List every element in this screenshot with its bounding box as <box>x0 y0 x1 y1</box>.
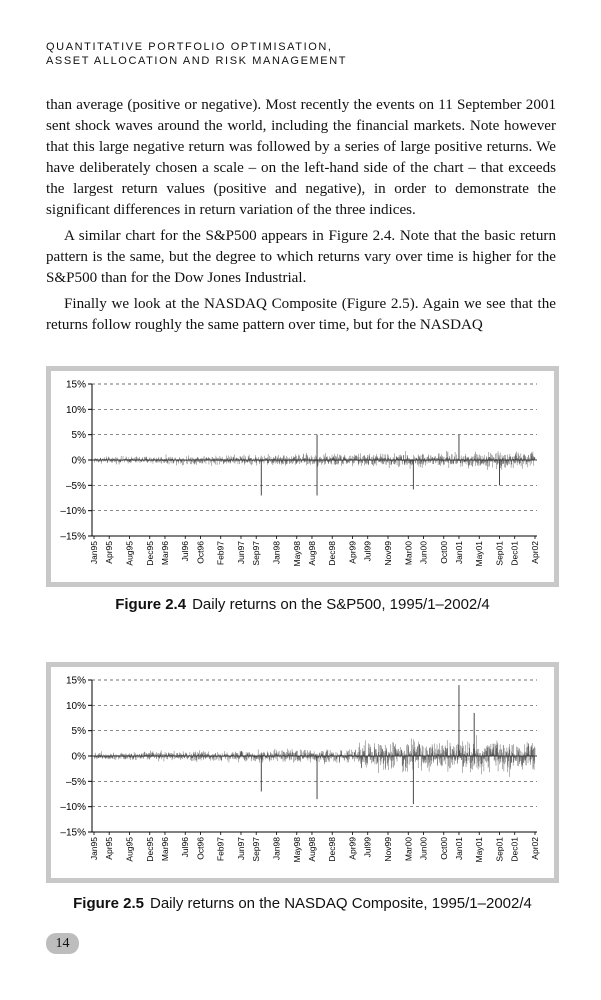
x-tick-label: Dec98 <box>327 837 338 862</box>
x-tick-label: Apr95 <box>104 541 115 564</box>
x-tick-label: Apr99 <box>347 541 358 564</box>
x-tick-label: May98 <box>291 837 302 863</box>
x-tick-label: Nov99 <box>383 837 393 862</box>
y-tick-label: 15% <box>65 675 86 687</box>
figure-2-5-svg <box>46 662 559 883</box>
paragraph-2: A similar chart for the S&P500 appears in Figure 2.4. Note that the basic return pattern is the same, but the degree to which returns vary over time is higher for the S&P500 than for the Dow Jones Industrial. <box>46 228 556 286</box>
running-head-line2: ASSET ALLOCATION AND RISK MANAGEMENT <box>46 55 348 67</box>
y-tick-label: 10% <box>65 700 86 712</box>
y-tick-label: 5% <box>71 726 86 738</box>
y-tick-label: –10% <box>60 802 86 814</box>
x-tick-label: Nov99 <box>383 541 393 566</box>
x-tick-label: Apr02 <box>530 837 540 860</box>
x-tick-label: Jul99 <box>362 541 373 562</box>
figure-2-5-caption-text: Daily returns on the NASDAQ Composite, 1995/1–2002/4 <box>149 895 532 912</box>
y-tick-label: 10% <box>65 404 86 416</box>
y-tick-label: 0% <box>71 455 86 467</box>
figure-2-4-svg <box>46 366 559 587</box>
x-tick-label: Jan98 <box>271 837 282 861</box>
x-tick-label: Jul99 <box>362 837 373 858</box>
x-tick-label: Dec95 <box>144 541 155 566</box>
x-tick-label: May98 <box>291 541 302 567</box>
y-tick-label: –5% <box>65 776 86 788</box>
y-tick-label: –5% <box>65 480 86 492</box>
x-tick-label: Oct96 <box>195 837 206 860</box>
x-tick-label: Jan98 <box>271 541 282 565</box>
figure-2-4-caption <box>46 596 559 613</box>
x-tick-label: Jul96 <box>180 837 191 858</box>
page-number: 14 <box>46 933 79 954</box>
x-tick-label: Mar96 <box>159 837 170 862</box>
x-tick-label: May01 <box>474 837 485 863</box>
x-tick-label: Jan95 <box>89 837 99 861</box>
x-tick-label: Apr95 <box>104 837 115 860</box>
figure-2-4-caption-text: Daily returns on the S&P500, 1995/1–2002/4 <box>192 596 490 613</box>
x-tick-label: Apr02 <box>530 541 540 564</box>
paragraph-3: Finally we look at the NASDAQ Composite (Figure 2.5). Again we see that the returns follow roughly the same pattern over time, but for the NASDAQ <box>46 296 556 333</box>
running-head-line1: QUANTITATIVE PORTFOLIO OPTIMISATION, <box>46 41 333 53</box>
x-tick-label: Jun00 <box>418 837 429 861</box>
x-tick-label: Sep97 <box>251 541 262 566</box>
x-tick-label: Jun00 <box>418 541 429 565</box>
y-tick-label: –10% <box>60 506 86 518</box>
figure-2-4-chart <box>46 366 559 587</box>
x-tick-label: Oct00 <box>438 837 449 860</box>
paragraph-1: than average (positive or negative). Most recently the events on 11 September 2001 sent shock waves around the world, including the financial markets. Note however that this large negative return was followed by a series of large positive returns. We have deliberately chosen a scale – on the left-hand side of the chart – that exceeds the largest return values (positive and negative), in order to demonstrate the significant differences in return variation of the three indices. <box>46 97 556 218</box>
x-tick-label: May01 <box>474 541 485 567</box>
x-tick-label: Aug95 <box>124 837 135 862</box>
x-tick-label: Oct00 <box>438 541 449 564</box>
figure-2-5-caption <box>46 895 559 912</box>
x-tick-label: Dec95 <box>144 837 155 862</box>
x-tick-label: Dec01 <box>509 837 520 862</box>
x-tick-label: Jan95 <box>89 541 99 565</box>
x-tick-label: Aug95 <box>124 541 135 566</box>
x-tick-label: Sep01 <box>494 837 505 862</box>
y-tick-label: 15% <box>65 379 86 391</box>
x-tick-label: Oct96 <box>195 541 206 564</box>
x-tick-label: Jan01 <box>453 541 464 565</box>
x-tick-label: Sep01 <box>494 541 505 566</box>
x-tick-label: Jun97 <box>236 541 246 565</box>
x-tick-label: Aug98 <box>306 837 317 862</box>
figure-2-4-number: Figure 2.4 <box>115 596 187 613</box>
x-tick-label: Dec98 <box>327 541 338 566</box>
x-tick-label: Mar00 <box>403 541 414 566</box>
x-tick-label: Dec01 <box>509 541 520 566</box>
x-tick-label: Apr99 <box>347 837 358 860</box>
running-head <box>46 40 347 68</box>
x-tick-label: Jun97 <box>236 837 246 861</box>
y-tick-label: –15% <box>60 827 86 839</box>
x-tick-label: Mar96 <box>159 541 170 566</box>
y-tick-label: 5% <box>71 430 86 442</box>
figure-2-5-chart <box>46 662 559 883</box>
y-tick-label: 0% <box>71 751 86 763</box>
x-tick-label: Sep97 <box>251 837 262 862</box>
x-tick-label: Jul96 <box>180 541 191 562</box>
x-tick-label: Feb97 <box>215 837 226 862</box>
figure-2-5-number: Figure 2.5 <box>73 895 144 912</box>
y-tick-label: –15% <box>60 531 86 543</box>
x-tick-label: Aug98 <box>306 541 317 566</box>
body-text <box>46 95 556 336</box>
x-tick-label: Mar00 <box>403 837 414 862</box>
x-tick-label: Jan01 <box>453 837 464 861</box>
x-tick-label: Feb97 <box>215 541 226 566</box>
